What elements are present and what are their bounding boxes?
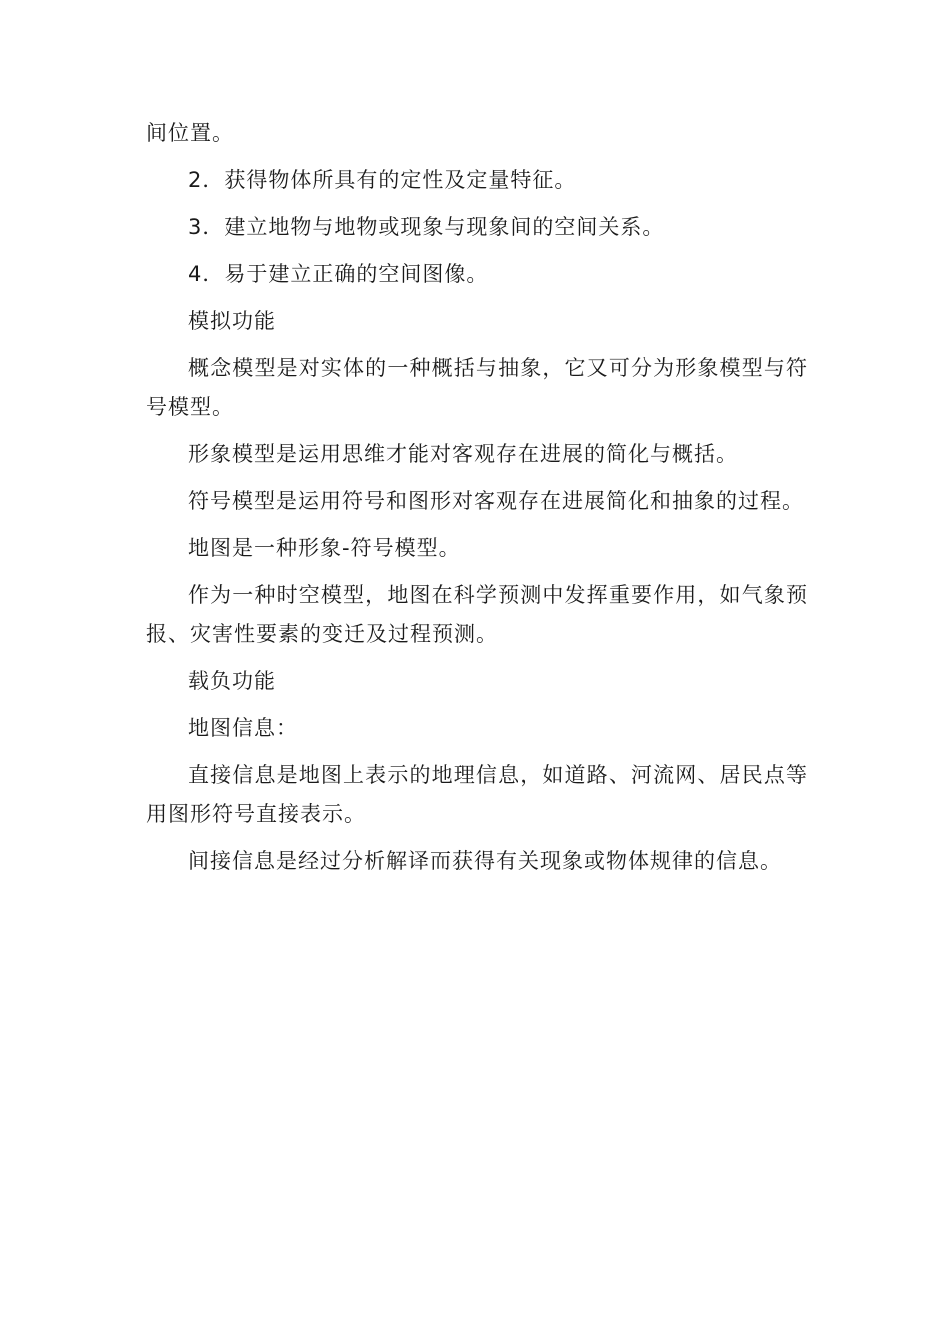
paragraph-indirect-info: 间接信息是经过分析解译而获得有关现象或物体规律的信息。 xyxy=(188,849,782,873)
paragraph-direct-info: 直接信息是地图上表示的地理信息，如道路、河流网、居民点等用图形符号直接表示。 xyxy=(146,763,808,826)
section-heading-carrier: 载负功能 xyxy=(188,669,276,693)
document-body xyxy=(146,114,808,881)
paragraph-spacetime-model: 作为一种时空模型，地图在科学预测中发挥重要作用，如气象预报、灾害性要素的变迁及过程预测。 xyxy=(146,583,808,646)
paragraph-map-model: 地图是一种形象-符号模型。 xyxy=(188,536,461,560)
list-item-2: 2．获得物体所具有的定性及定量特征。 xyxy=(188,168,577,192)
list-item-4: 4．易于建立正确的空间图像。 xyxy=(188,262,489,286)
paragraph-image-model: 形象模型是运用思维才能对客观存在进展的简化与概括。 xyxy=(188,442,738,466)
list-item-3: 3．建立地物与地物或现象与现象间的空间关系。 xyxy=(188,215,665,239)
paragraph-continuation: 间位置。 xyxy=(146,121,234,145)
paragraph-concept-model: 概念模型是对实体的一种概括与抽象，它又可分为形象模型与符号模型。 xyxy=(146,356,808,419)
paragraph-map-info: 地图信息： xyxy=(188,716,298,740)
section-heading-simulation: 模拟功能 xyxy=(188,309,276,333)
paragraph-symbol-model: 符号模型是运用符号和图形对客观存在进展简化和抽象的过程。 xyxy=(188,489,804,513)
